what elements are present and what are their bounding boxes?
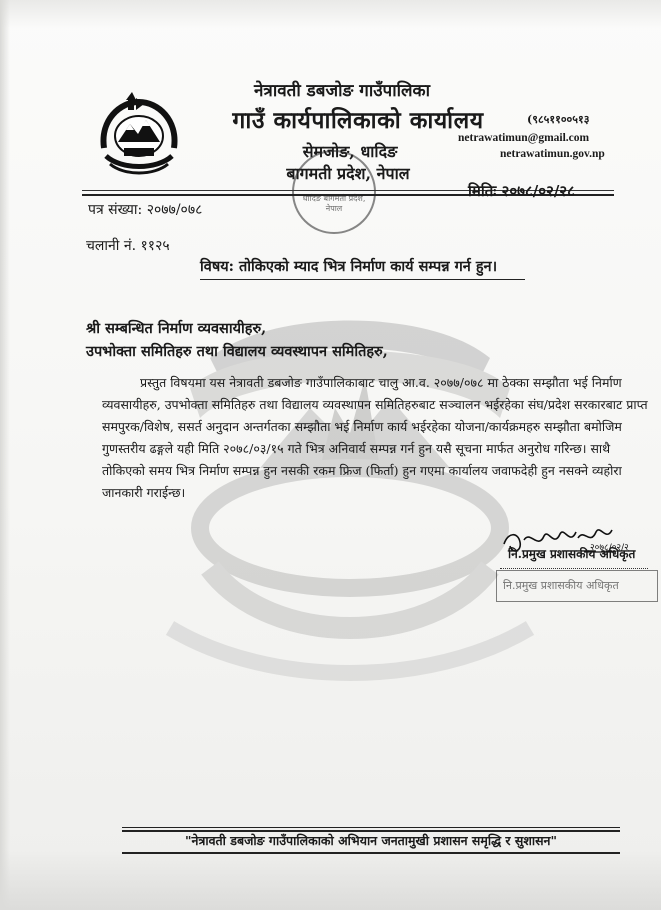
phone-number: ९८५११००५१३	[532, 113, 590, 126]
office-website: netrawatimun.gov.np	[500, 148, 605, 160]
body-line: जानकारी गराईन्छ।	[102, 485, 186, 500]
office-address: सेमजोङ, धादिङ	[302, 142, 398, 161]
scan-shadow-bottom	[0, 850, 661, 910]
scan-shadow-left	[0, 0, 10, 910]
office-email: netrawatimun@gmail.com	[458, 132, 590, 144]
signature-date: २०७८/०२/२	[590, 543, 628, 553]
body-line: प्रस्तुत विषयमा यस नेत्रावती डबजोङ गाउँपालिकाबाट चालु आ.व. २०७७/०७८ मा ठेक्का सम्झौता भई निर्माण	[140, 375, 622, 390]
dispatch-number: चलानी नं. ११२५	[86, 238, 170, 254]
footer-slogan: "नेत्रावती डबजोङ गाउँपालिकाको अभियान जनतामुखी प्रशासन समृद्धि र सुशासन"	[185, 833, 557, 848]
office-title: गाउँ कार्यपालिकाको कार्यालय	[232, 107, 484, 134]
addressee-line-1: श्री सम्बन्धित निर्माण व्यवसायीहरु,	[86, 320, 267, 337]
body-line: तोकिएको समय भित्र निर्माण सम्पन्न हुन नसकी रकम फ्रिज (फिर्ता) हुन गएमा कार्यालय जवाफदेही हुन नसक्ने व्यहोरा	[102, 463, 622, 478]
phone-symbol: (	[527, 113, 533, 126]
signatory-title: नि.प्रमुख प्रशासकीय अधिकृत	[508, 547, 636, 561]
body-line: व्यवसायीहरु, उपभोक्ता समितिहरु तथा विद्यालय व्यवस्थापन समितिहरुबाट सञ्चालन भईरहेका संघ/प्रदेश सरकारबाट प्राप्त	[102, 397, 648, 412]
office-name: नेत्रावती डबजोङ गाउँपालिका	[254, 81, 430, 101]
reference-number: पत्र संख्या: २०७७/०७८	[88, 202, 203, 218]
office-round-stamp	[292, 150, 376, 234]
addressee-line-2: उपभोक्ता समितिहरु तथा विद्यालय व्यवस्थापन समितिहरु,	[86, 343, 388, 360]
office-phone	[527, 112, 589, 127]
footer-rule-bottom	[122, 852, 620, 854]
letter-date: मितिः २०७८/०२/२८	[468, 182, 575, 200]
body-line: गुणस्तरीय ढङ्गले यही मिति २०७८/०३/१५ गते भित्र अनिवार्य सम्पन्न गर्न हुन यसै सूचना मार्फत अनुरोध गरिन्छ। साथै	[102, 441, 611, 456]
subject-underline	[200, 279, 525, 280]
office-province: बागमती प्रदेश, नेपाल	[286, 164, 410, 183]
stamp-text: धादिङ बागमती प्रदेश, नेपाल	[302, 194, 366, 213]
nepal-emblem-icon	[96, 90, 182, 176]
letter-subject: विषय: तोकिएको म्याद भित्र निर्माण कार्य सम्पन्न गर्न हुन।	[200, 258, 498, 275]
scan-shadow-top	[0, 0, 661, 28]
signature-rule	[500, 568, 648, 569]
body-line: समपुरक/विशेष, ससर्त अनुदान अन्तर्गतका सम्झौता भई निर्माण कार्य भईरहेका योजना/कार्यक्रमहरु सम्झौता बमोजिम	[102, 419, 622, 434]
footer-rule-top-thin	[122, 827, 620, 828]
designation-stamp	[496, 570, 658, 602]
designation-stamp-text: नि.प्रमुख प्रशासकीय अधिकृत	[503, 579, 619, 592]
